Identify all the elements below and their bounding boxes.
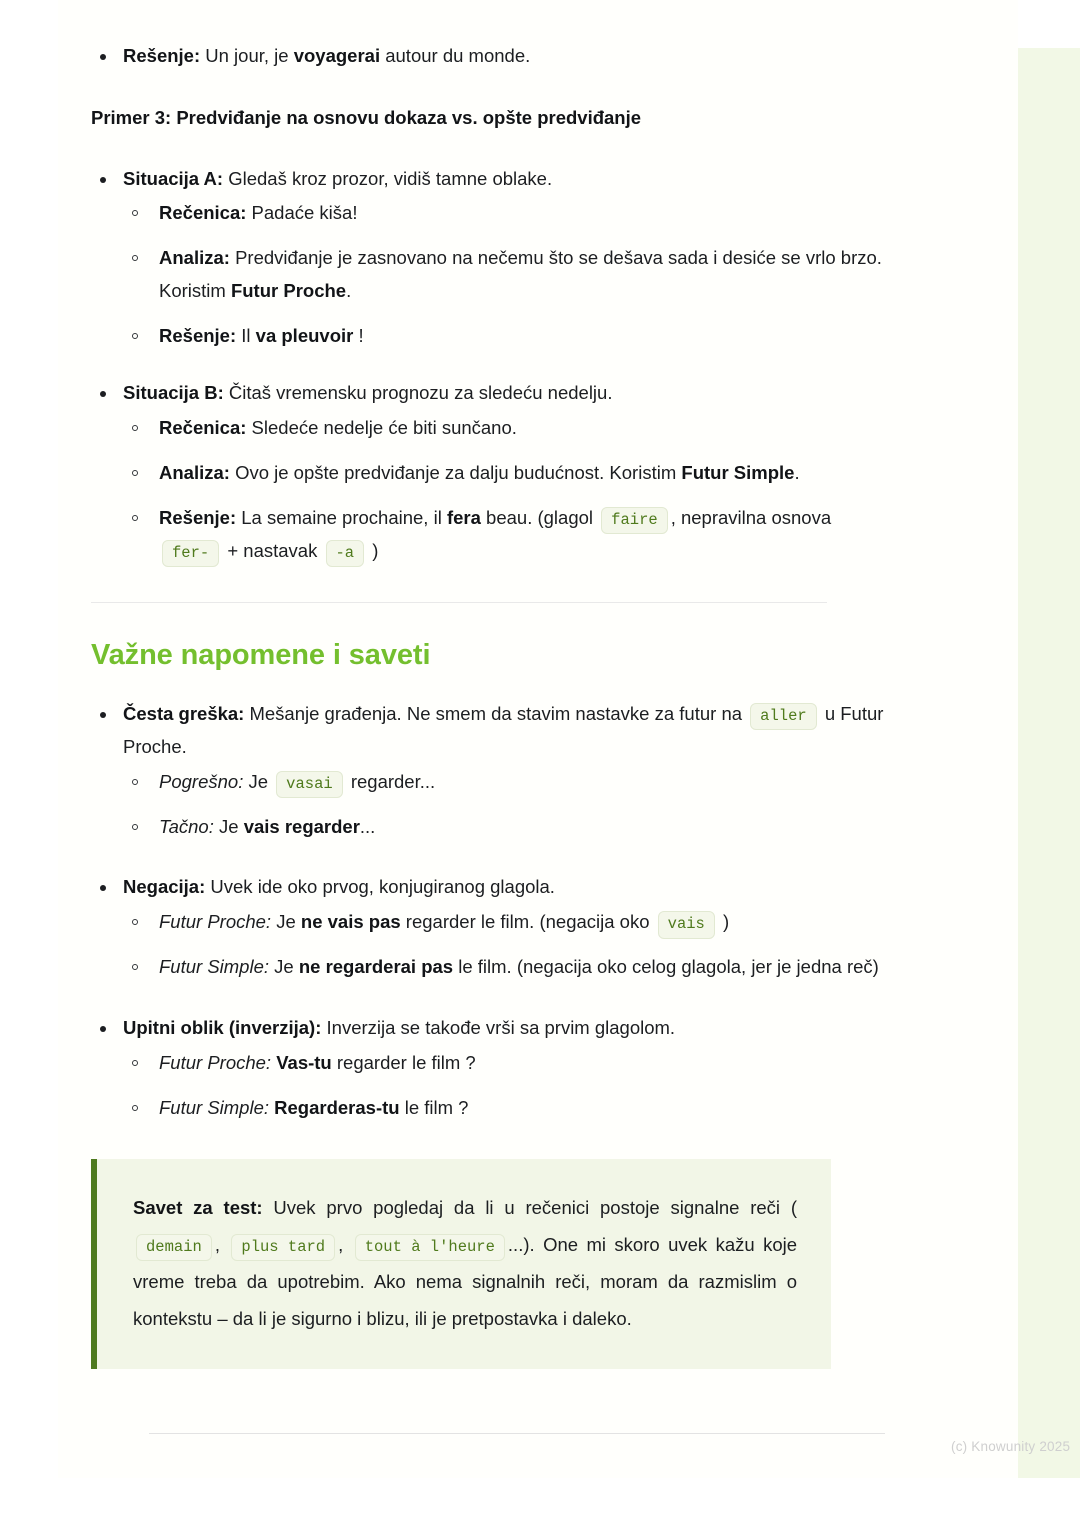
solution-text-2: , nepravilna osnova — [670, 506, 832, 528]
list-item — [123, 242, 886, 308]
callout-text-tail: ...). One mi skoro uvek kažu koje vreme treba da upotrebim. Ako nema signalnih reči, moram da razmislim o kontekstu – da li je sigurno i blizu, ili je pretpostavka i daleko. — [133, 1233, 798, 1329]
situation-a-sublist — [123, 197, 886, 353]
sentence-label: Rečenica: — [159, 202, 247, 224]
list-item — [123, 412, 886, 445]
list-item — [123, 951, 886, 984]
callout-sep-2: , — [338, 1233, 352, 1255]
situation-a-label: Situacija A: — [123, 167, 224, 189]
top-solution-list — [91, 40, 886, 73]
common-mistake-label: Česta greška: — [123, 702, 245, 724]
solution-text-tail: ! — [353, 325, 364, 347]
correct-label: Tačno: — [159, 815, 214, 837]
code-chip-demain: demain — [136, 1234, 212, 1261]
code-chip-vasai: vasai — [276, 771, 343, 798]
list-item — [123, 766, 886, 799]
list-item — [123, 197, 886, 230]
list-item — [123, 457, 886, 490]
code-chip-fer: fer- — [162, 540, 219, 567]
page-title: Važne napomene i saveti — [91, 638, 431, 671]
interrogative-text: Inverzija se takođe vrši sa prvim glagolom. — [321, 1017, 676, 1039]
analysis-label: Analiza: — [159, 247, 230, 269]
example-heading: Primer 3: Predviđanje na osnovu dokaza vs. opšte predviđanje — [91, 106, 642, 128]
analysis-text-tail: . — [794, 461, 800, 483]
futur-simple-bold: ne regarderai pas — [298, 956, 454, 978]
solution-text-3: + nastavak — [222, 539, 323, 561]
solution-text: La semaine prochaine, il — [236, 506, 447, 528]
futur-proche-text-tail: regarder le film ? — [331, 1052, 476, 1074]
situation-b-label: Situacija B: — [123, 382, 224, 404]
situation-a-text: Gledaš kroz prozor, vidiš tamne oblake. — [223, 167, 553, 189]
list-item — [123, 906, 886, 939]
solution-label: Rešenje: — [159, 506, 237, 528]
document-content — [91, 40, 886, 1369]
list-item — [91, 1012, 886, 1125]
code-chip-vais: vais — [658, 911, 715, 938]
correct-text: Je — [213, 815, 244, 837]
futur-simple-text-tail: le film ? — [399, 1097, 469, 1119]
common-mistake-sublist — [123, 766, 886, 844]
sentence-text: Padaće kiša! — [246, 202, 358, 224]
analysis-bold: Futur Simple — [681, 461, 795, 483]
code-chip-a-suffix: -a — [326, 540, 365, 567]
callout-sep-1: , — [214, 1233, 229, 1255]
footer-divider — [149, 1433, 885, 1434]
callout-label: Savet za test: — [133, 1196, 263, 1218]
correct-text-tail: ... — [359, 815, 376, 837]
common-mistake-list — [91, 698, 886, 844]
negation-label: Negacija: — [123, 876, 206, 898]
futur-proche-text-tail: ) — [717, 911, 730, 933]
solution-text: Il — [236, 325, 256, 347]
item-text: Un jour, je — [200, 45, 294, 66]
futur-proche-bold: Vas-tu — [276, 1052, 332, 1074]
situation-a-list — [91, 163, 886, 354]
code-chip-aller: aller — [750, 703, 817, 730]
futur-simple-label: Futur Simple: — [159, 1097, 270, 1119]
list-item — [123, 1092, 886, 1125]
code-chip-faire: faire — [601, 507, 668, 534]
code-chip-tout-a-lheure: tout à l'heure — [355, 1234, 505, 1261]
solution-text-tail: ) — [367, 539, 379, 561]
analysis-text: Ovo je opšte predviđanje za dalju budućnost. Koristim — [229, 461, 682, 483]
futur-proche-text-mid: regarder le film. (negacija oko — [400, 911, 655, 933]
interrogative-label: Upitni oblik (inverzija): — [123, 1017, 322, 1039]
list-item — [123, 502, 886, 568]
list-item — [91, 163, 886, 354]
futur-proche-label: Futur Proche: — [159, 911, 272, 933]
futur-proche-label: Futur Proche: — [159, 1052, 272, 1074]
wrong-label: Pogrešno: — [159, 770, 244, 792]
situation-b-text: Čitaš vremensku prognozu za sledeću nedelju. — [223, 382, 613, 404]
list-item — [91, 40, 886, 73]
negation-text: Uvek ide oko prvog, konjugiranog glagola. — [205, 876, 555, 898]
analysis-label: Analiza: — [159, 461, 230, 483]
futur-proche-bold: ne vais pas — [300, 911, 401, 933]
tip-callout — [91, 1159, 831, 1369]
interrogative-list — [91, 1012, 886, 1125]
common-mistake-text-tail: u Futur Proche. — [123, 702, 884, 757]
analysis-text-tail: . — [346, 280, 352, 302]
wrong-text-tail: regarder... — [345, 770, 436, 792]
section-divider — [91, 602, 827, 603]
callout-text: Uvek prvo pogledaj da li u rečenici postoje signalne reči ( — [262, 1196, 797, 1218]
item-text-tail: autour du monde. — [380, 45, 531, 66]
list-item — [91, 377, 886, 568]
list-item — [123, 1047, 886, 1080]
negation-list — [91, 871, 886, 984]
solution-bold: va pleuvoir — [255, 325, 354, 347]
futur-simple-text: Je — [269, 956, 299, 978]
correct-bold: vais regarder — [243, 815, 360, 837]
analysis-bold: Futur Proche — [230, 280, 347, 302]
list-item — [91, 871, 886, 984]
analysis-text: Predviđanje je zasnovano na nečemu što se dešava sada i desiće se vrlo brzo. Koristim — [159, 247, 882, 302]
item-label: Rešenje: — [123, 45, 201, 66]
list-item — [91, 698, 886, 844]
code-chip-plus-tard: plus tard — [231, 1234, 335, 1261]
item-bold: voyagerai — [293, 45, 381, 66]
futur-simple-label: Futur Simple: — [159, 956, 270, 978]
interrogative-sublist — [123, 1047, 886, 1125]
solution-label: Rešenje: — [159, 325, 237, 347]
situation-b-sublist — [123, 412, 886, 568]
wrong-text: Je — [243, 770, 274, 792]
common-mistake-text: Mešanje građenja. Ne smem da stavim nastavke za futur na — [244, 702, 748, 724]
sentence-label: Rečenica: — [159, 417, 247, 439]
copyright-watermark: (c) Knowunity 2025 — [951, 1439, 1071, 1454]
document-page — [58, 0, 1071, 1478]
futur-simple-text-tail: le film. (negacija oko celog glagola, jer je jedna reč) — [453, 956, 879, 978]
list-item — [123, 320, 886, 353]
list-item — [123, 811, 886, 844]
futur-simple-bold: Regarderas-tu — [274, 1097, 400, 1119]
sentence-text: Sledeće nedelje će biti sunčano. — [246, 417, 517, 439]
solution-bold: fera — [446, 506, 481, 528]
solution-text-1: beau. (glagol — [480, 506, 599, 528]
situation-b-list — [91, 377, 886, 568]
futur-proche-text: Je — [271, 911, 301, 933]
negation-sublist — [123, 906, 886, 984]
